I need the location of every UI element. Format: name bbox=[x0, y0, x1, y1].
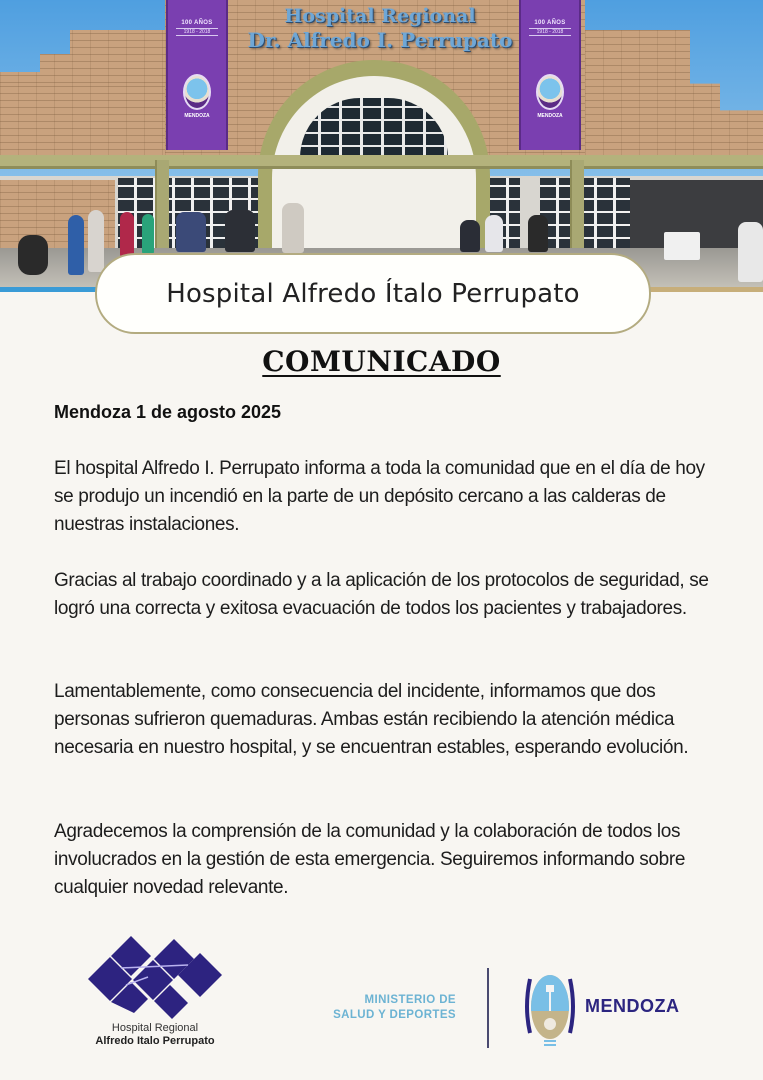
paragraph-evacuation: Gracias al trabajo coordinado y a la aplicación de los protocolos de seguridad, se logró una correcta y exitosa evacuación de todos los pacientes y trabajadores. bbox=[54, 570, 709, 619]
paragraph-incident: El hospital Alfredo I. Perrupato informa a toda la comunidad que en el día de hoy se produjo un incendió en la parte de un depósito cercano a las calderas de nuestras instalaciones. bbox=[54, 458, 705, 535]
building-sign: Hospital Regional Dr. Alfredo I. Perrupato bbox=[247, 5, 513, 52]
ministry-logo-text: MINISTERIO DE SALUD Y DEPORTES bbox=[333, 994, 456, 1021]
photo-edge-blue bbox=[0, 287, 100, 292]
hospital-title-pill bbox=[95, 253, 651, 334]
entrance-canopy bbox=[0, 155, 763, 169]
mendoza-coat-of-arms-icon bbox=[522, 967, 578, 1049]
hospital-logo-line2: Alfredo Italo Perrupato bbox=[95, 1035, 215, 1047]
person bbox=[142, 214, 154, 254]
hospital-logo bbox=[80, 935, 230, 1050]
footer-divider bbox=[487, 968, 489, 1048]
pillar bbox=[155, 160, 169, 255]
hospital-logo-line1: Hospital Regional bbox=[111, 1022, 199, 1034]
person bbox=[485, 215, 503, 252]
person bbox=[225, 210, 255, 252]
window-grid bbox=[540, 178, 630, 250]
hospital-title: Hospital Alfredo Ítalo Perrupato bbox=[166, 278, 580, 309]
arched-window bbox=[300, 98, 448, 158]
centennial-banner-right: 100 AÑOS 1918 - 2018 MENDOZA bbox=[519, 0, 581, 150]
mendoza-seal-icon bbox=[536, 74, 564, 110]
person bbox=[176, 212, 206, 252]
person bbox=[460, 220, 480, 252]
mendoza-logo-text: MENDOZA bbox=[585, 996, 680, 1016]
header-photo bbox=[0, 0, 763, 292]
motorcycle bbox=[18, 235, 48, 275]
hospital-h-logo-icon bbox=[88, 935, 222, 1021]
person bbox=[68, 215, 84, 275]
centennial-banner-left: 100 AÑOS 1918 - 2018 MENDOZA bbox=[166, 0, 228, 150]
comunicado-heading: COMUNICADO bbox=[262, 345, 501, 378]
mendoza-seal-icon bbox=[183, 74, 211, 110]
person bbox=[528, 215, 548, 252]
page-heading bbox=[0, 345, 763, 378]
brick-wall-left bbox=[0, 84, 170, 164]
paragraph-injuries: Lamentablemente, como consecuencia del incidente, informamos que dos personas sufrieron quemaduras. Ambas están recibiendo la atención médica necesaria en nuestro hospital, y se encuentran estables, esperando evolución. bbox=[54, 681, 689, 758]
table bbox=[664, 232, 700, 260]
person bbox=[120, 212, 134, 257]
date-line: Mendoza 1 de agosto 2025 bbox=[54, 402, 282, 422]
photo-edge-tan bbox=[650, 287, 763, 292]
paragraph-thanks: Agradecemos la comprensión de la comunidad y la colaboración de todos los involucrados en la gestión de esta emergencia. Seguiremos informando sobre cualquier novedad relevante. bbox=[54, 821, 686, 898]
person bbox=[738, 222, 763, 282]
pillar bbox=[570, 160, 584, 255]
person bbox=[88, 210, 104, 272]
person bbox=[282, 203, 304, 253]
